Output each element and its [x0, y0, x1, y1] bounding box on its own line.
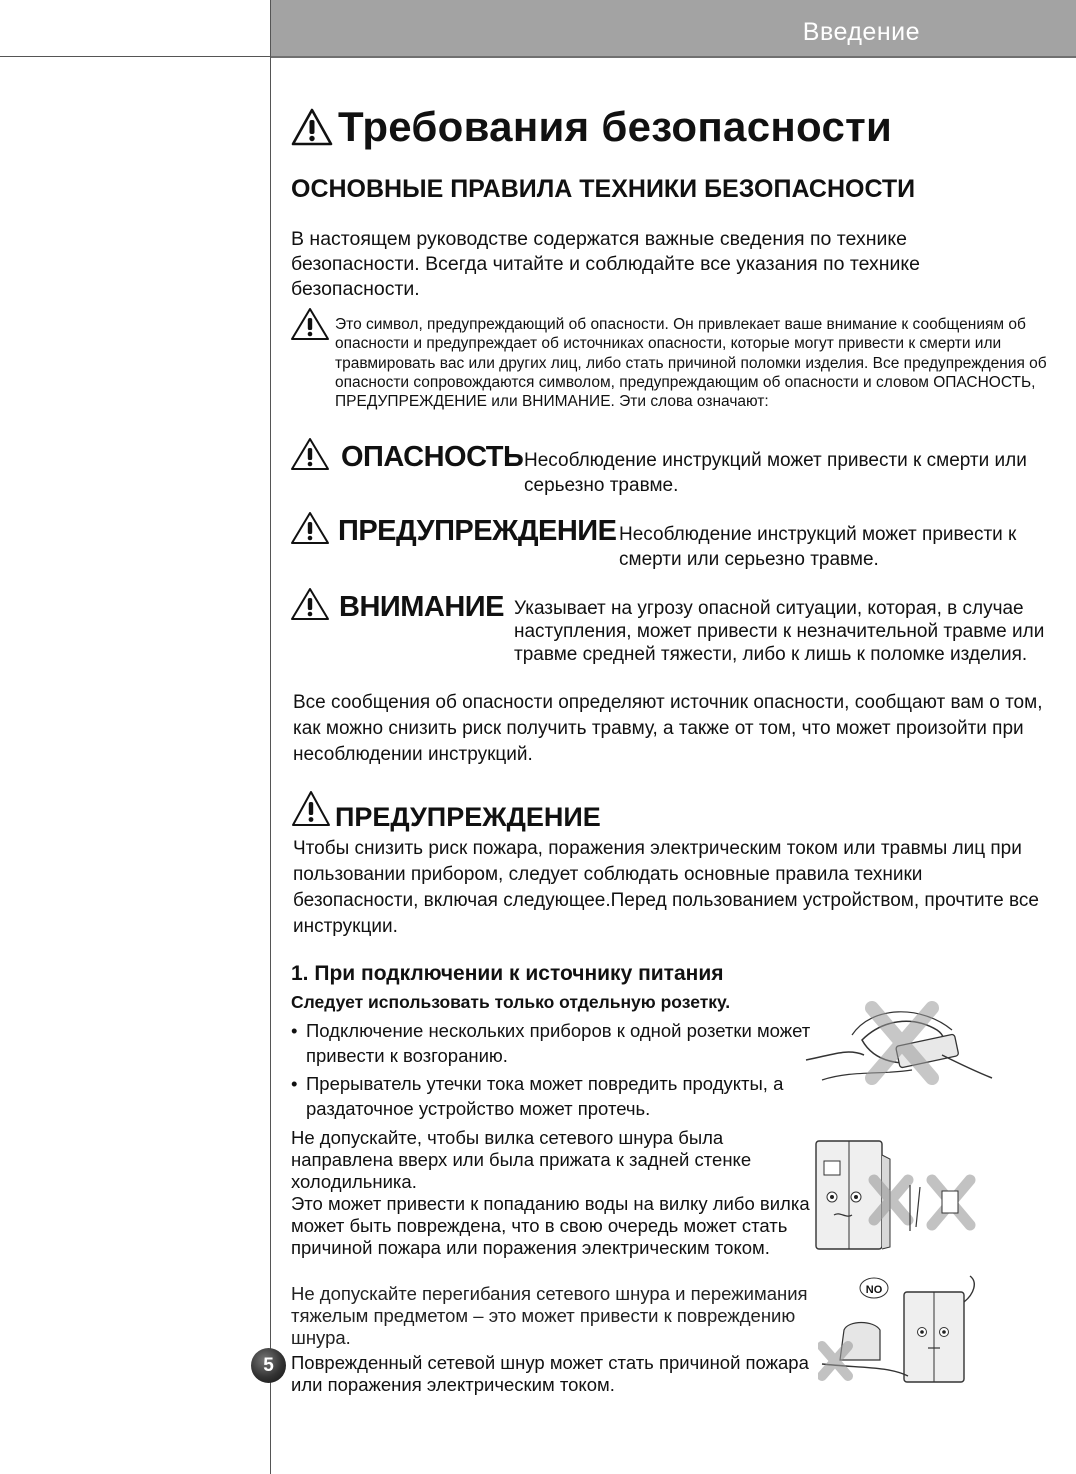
- warning-triangle-icon: [291, 790, 331, 828]
- section-subheading: Следует использовать только отдельную розетку.: [291, 992, 731, 1012]
- top-divider: [0, 56, 270, 57]
- all-messages-paragraph: Все сообщения об опасности определяют источник опасности, сообщают вам о том, как можно снизить риск получить травму, а также от том, что может произойти при несоблюдении инструкций.: [293, 692, 1043, 765]
- warning-description: Несоблюдение инструкций может привести к смерти или серьезно травме.: [619, 524, 1017, 570]
- header-bar: [270, 0, 1076, 58]
- refrigerator-cord-illustration: [818, 1268, 988, 1386]
- refrigerator-plug-illustration: [812, 1135, 1012, 1253]
- no-label: NO: [865, 1284, 883, 1296]
- margin-divider: [270, 0, 271, 1474]
- damaged-cord-paragraph: Поврежденный сетевой шнур может стать причиной пожара или поражения электрическим током.: [291, 1352, 809, 1395]
- warning-triangle-icon: [290, 107, 334, 147]
- warning-triangle-icon: [290, 587, 330, 621]
- plug-reason-paragraph: Это может привести к попаданию воды на вилку либо вилка может быть повреждена, что в свою очередь может стать причиной пожара или поражения электрическим током.: [291, 1193, 810, 1258]
- warning-triangle-icon: [290, 511, 330, 545]
- warning-paragraph: Чтобы снизить риск пожара, поражения электрическим током или травмы лиц при пользовании прибором, следует соблюдать основные правила техники безопасности, включая следующее.Перед пользованием устройством, прочтите все инструкции.: [293, 838, 1039, 937]
- section-title: Введение: [802, 18, 920, 46]
- intro-paragraph: В настоящем руководстве содержатся важные сведения по технике безопасности. Всегда читайте и соблюдайте все указания по технике безопасности.: [291, 228, 921, 300]
- plug-paragraph: Не допускайте, чтобы вилка сетевого шнура была направлена вверх или была прижата к задней стенке холодильника.: [291, 1127, 752, 1192]
- page-title-text: Требования безопасности: [338, 103, 893, 150]
- page-title: [290, 103, 892, 151]
- page-number: 5: [251, 1348, 286, 1383]
- section-subtitle: ОСНОВНЫЕ ПРАВИЛА ТЕХНИКИ БЕЗОПАСНОСТИ: [291, 175, 916, 203]
- list-item: • Прерыватель утечки тока может повредить продукты, а раздаточное устройство может протечь.: [291, 1071, 831, 1121]
- danger-word: ОПАСНОСТЬ: [341, 441, 524, 473]
- list-item: • Подключение нескольких приборов к одной розетки может привести к возгоранию.: [291, 1018, 831, 1068]
- power-strip-illustration: [802, 1000, 994, 1086]
- warning-triangle-icon: [290, 307, 330, 341]
- symbol-explanation-text: Это символ, предупреждающий об опасности. Он привлекает ваше внимание к сообщениям об опасности и предупреждает об источниках опасности, которые могут привести к смерти или травмировать вас или других лиц, либо стать причиной поломки изделия. Все предупреждения об опасности сопровождаются символом, предупреждающим об опасности и словом ОПАСНОСТЬ, ПРЕДУПРЕЖДЕНИЕ или ВНИМАНИЕ. Эти слова означают:: [335, 316, 1047, 411]
- cord-paragraph: Не допускайте перегибания сетевого шнура и пережимания тяжелым предметом – это может привести к повреждению шнура.: [291, 1283, 808, 1348]
- caution-word: ВНИМАНИЕ: [339, 591, 504, 623]
- caution-description: Указывает на угрозу опасной ситуации, которая, в случае наступления, может привести к незначительной травме или травме средней тяжести, либо к лишь к поломке изделия.: [514, 598, 1045, 665]
- warning-heading-text: ПРЕДУПРЕЖДЕНИЕ: [335, 802, 601, 832]
- section-heading: 1. При подключении к источнику питания: [291, 962, 724, 985]
- bullet-list: [291, 1018, 831, 1124]
- warning-word: ПРЕДУПРЕЖДЕНИЕ: [338, 515, 617, 547]
- danger-description: Несоблюдение инструкций может привести к смерти или серьезно травме.: [524, 450, 1027, 496]
- warning-triangle-icon: [290, 437, 330, 471]
